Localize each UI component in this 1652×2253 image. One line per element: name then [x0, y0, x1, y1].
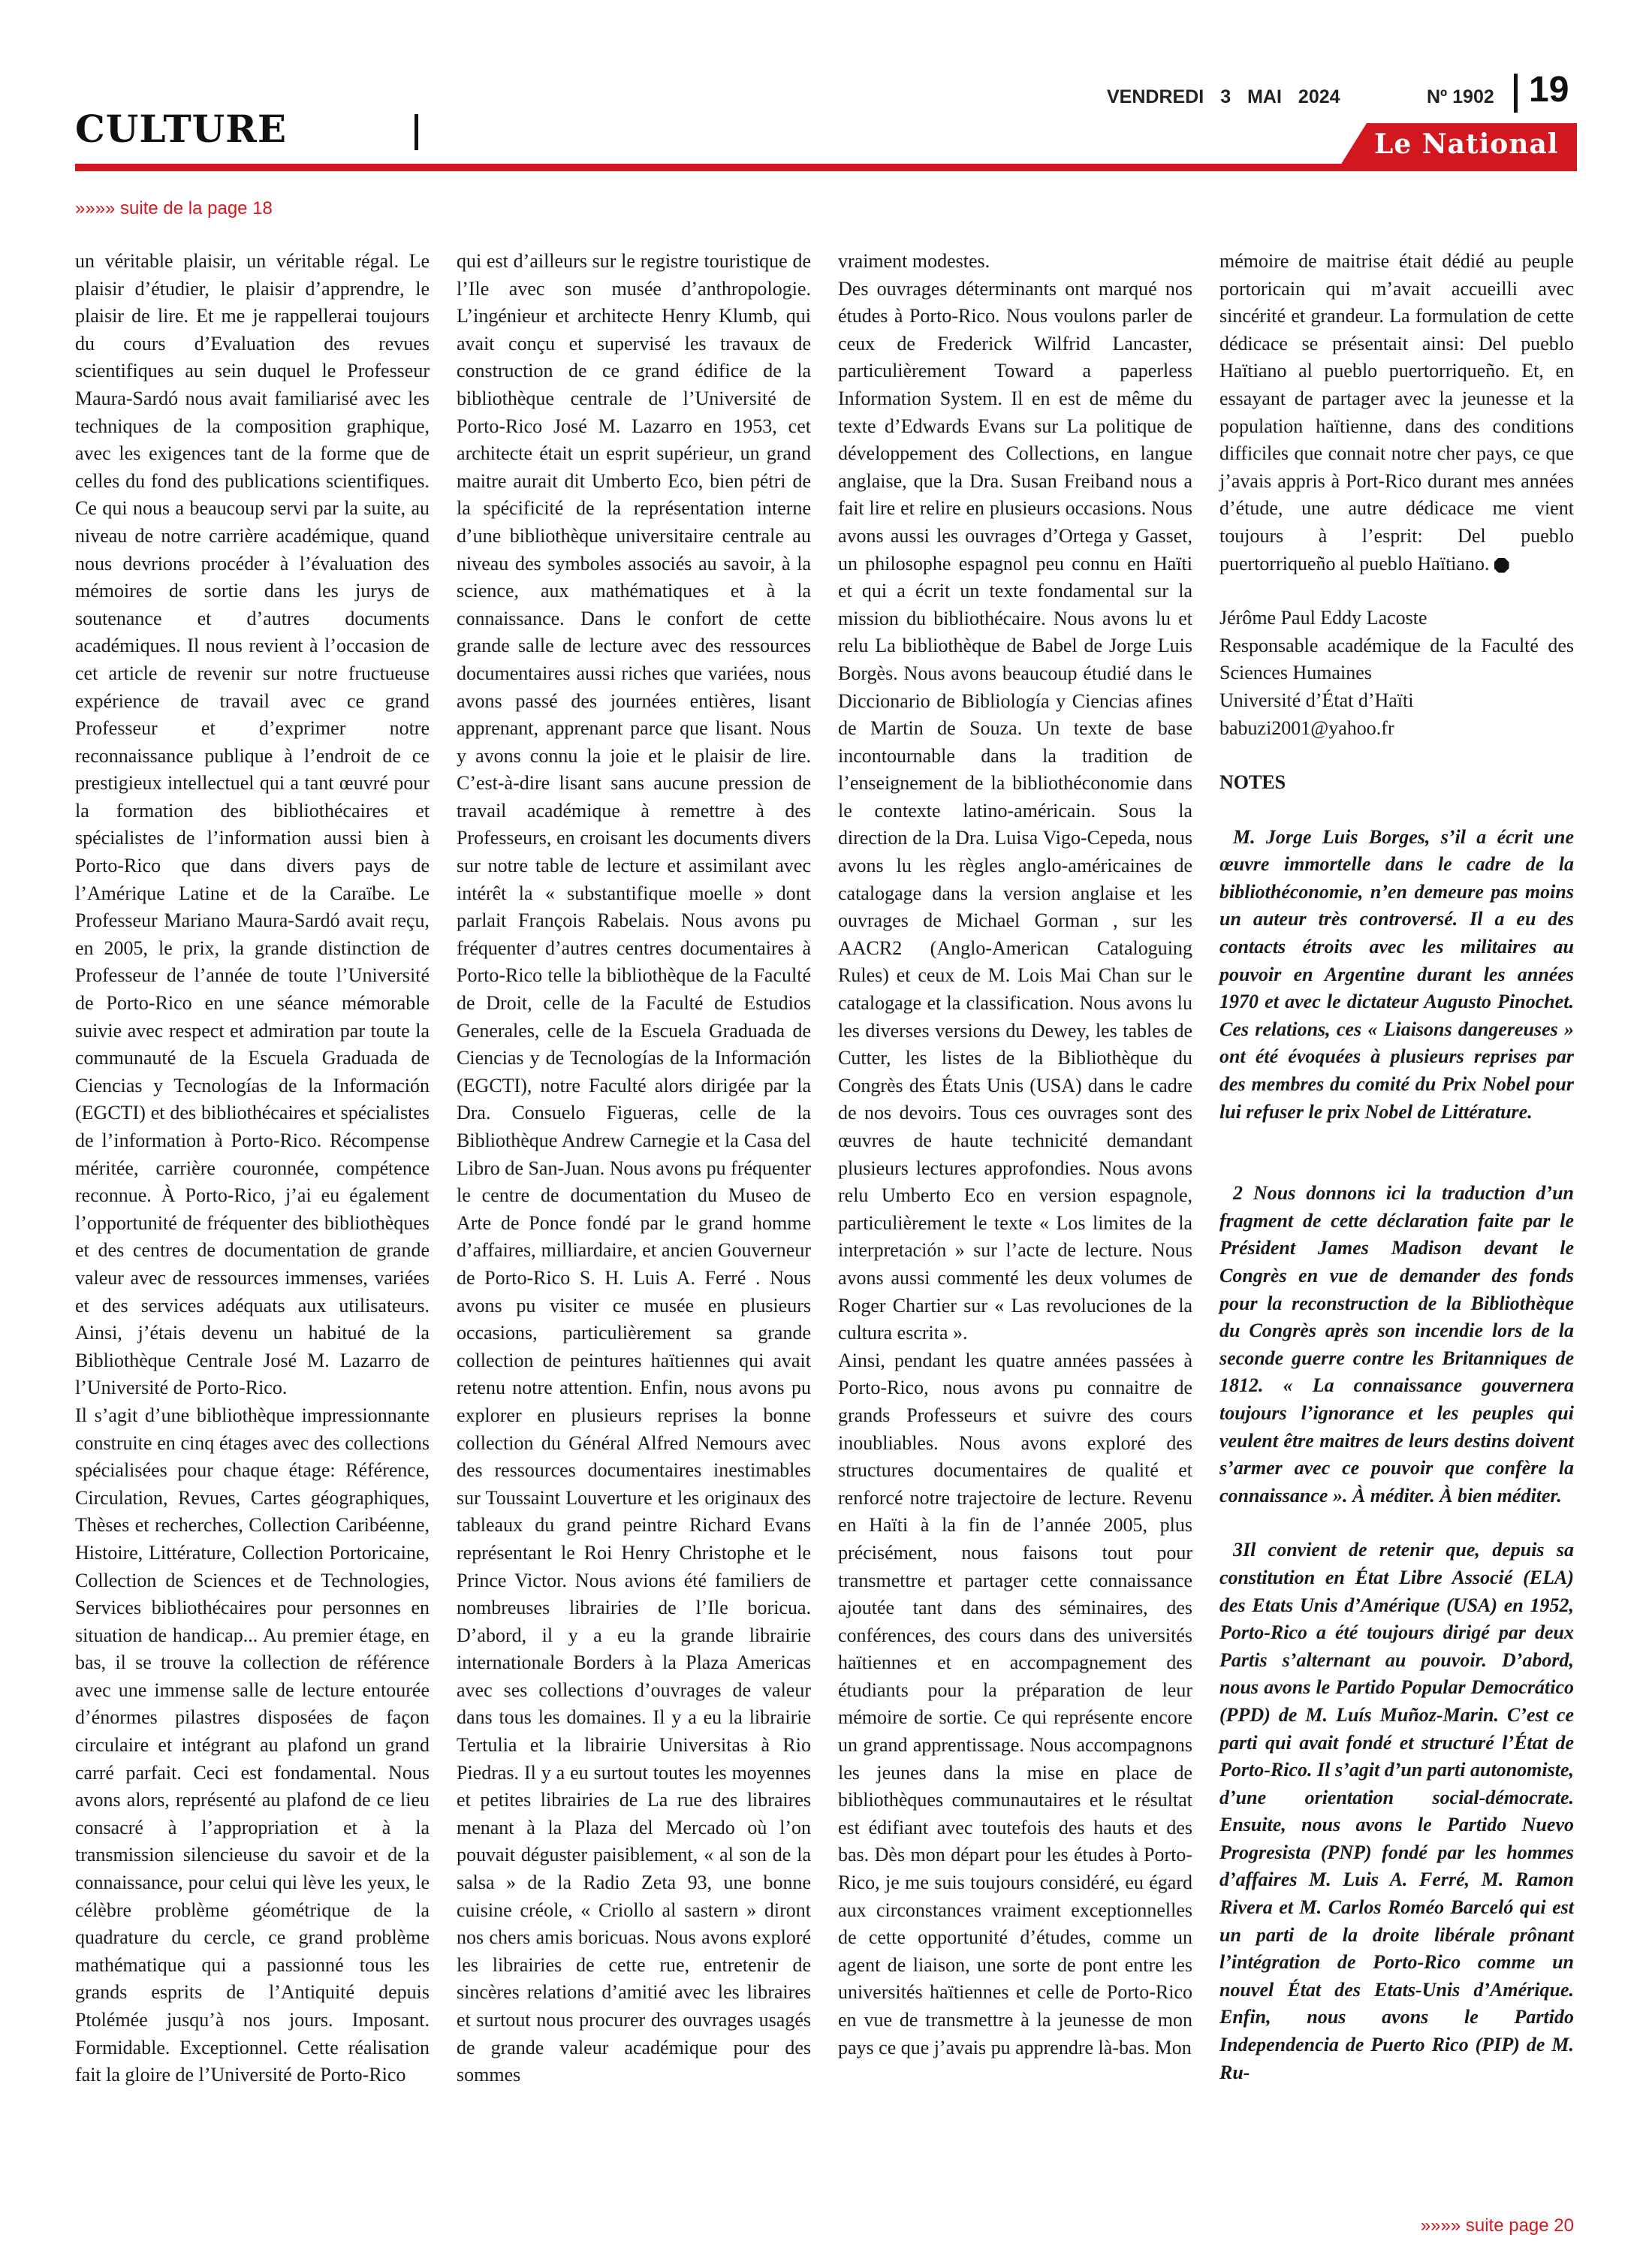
- end-of-article-icon: [1494, 558, 1509, 573]
- issue-month: MAI: [1247, 86, 1282, 107]
- article-column-2: [457, 248, 811, 2089]
- article-column-1: [75, 248, 430, 2089]
- page-number: 19: [1529, 70, 1569, 110]
- article-column-3: [838, 248, 1192, 2061]
- issue-date: [1107, 86, 1357, 108]
- notes-heading: NOTES: [1219, 771, 1286, 794]
- paragraph: qui est d’ailleurs sur le registre touristique de l’Ile avec son musée d’anthropologie. L’ingénieur et architecte Henry Klumb, qui avait conçu et supervisé les travaux de construction de ce grand édifice de la bibliothèque centrale de l’Université de Porto-Rico José M. Lazarro en 1953, cet architecte était un esprit supérieur, un grand maitre aurait dit Umberto Eco, bien pétri de la spécificité de la représentation interne d’une bibliothèque universitaire centrale au niveau des symboles associés au savoir, à la science, aux mathématiques et à la connaissance. Dans le confort de cette grande salle de lecture avec des ressources documentaires aussi riches que variées, nous avons passé des journées entières, lisant apprenant, apprenant parce que lisant. Nous y avons connu la joie et le plaisir de lire. C’est-à-dire lisant sans aucune pression de travail académique à remettre à des Professeurs, en croisant les documents divers sur notre table de lecture et assimilant avec intérêt la « substantifique moelle » dont parlait François Rabelais. Nous avons pu fréquenter d’autres centres documentaires à Porto-Rico telle la bibliothèque de la Faculté de Droit, celle de la Faculté de Estudios Generales, celle de la Escuela Graduada de Ciencias y de Tecnologías de la Información (EGCTI), notre Faculté alors dirigée par la Dra. Consuelo Figueras, celle de la Bibliothèque Andrew Carnegie et la Casa del Libro de San-Juan. Nous avons pu fréquenter le centre de documentation du Museo de Arte de Ponce fondé par le grand homme d’affaires, milliardaire, et ancien Gouverneur de Porto-Rico S. H. Luis A. Ferré . Nous avons pu visiter ce musée en plusieurs occasions, particulièrement sa grande collection de peintures haïtiennes qui avait retenu notre attention. Enfin, nous avons pu explorer en plusieurs reprises la bonne collection du Général Alfred Nemours avec des ressources documentaires inestimables sur Toussaint Louverture et les originaux des tableaux du grand peintre Richard Evans représentant le Roi Henry Christophe et le Prince Victor. Nous avions été familiers de nombreuses librairies de l’Ile boricua. D’abord, il y a eu la grande librairie internationale Borders à la Plaza Americas avec ses collections d’ouvrages de valeur dans tous les domaines. Il y a eu la librairie Tertulia et la librairie Universitas à Rio Piedras. Il y a eu surtout toutes les moyennes et petites librairies de La rue des libraires menant à la Plaza del Mercado où l’on pouvait déguster paisiblement, « al son de la salsa » de la Radio Zeta 93, une bonne cuisine créole, « Criollo al sastern » diront nos chers amis boricuas. Nous avons exploré les librairies de cette rue, entretenir de sincères relations d’amitié avec les libraires et surtout nous procurer des ouvrages usagés de grande valeur académique pour des sommes: [457, 250, 811, 2086]
- continued-to-link[interactable]: »»»» suite page 20: [1420, 2215, 1574, 2236]
- paragraph: [1219, 248, 1574, 578]
- continued-from-link[interactable]: »»»» suite de la page 18: [75, 198, 273, 219]
- author-email[interactable]: babuzi2001@yahoo.fr: [1219, 716, 1394, 739]
- paragraph: Des ouvrages déterminants ont marqué nos études à Porto-Rico. Nous voulons parler de ceux de Frederick Wilfrid Lancaster, particulièrement Toward a paperless Information System. Il en est de même du texte d’Edwards Evans sur La politique de développement des Collections, en langue anglaise, que la Dra. Susan Freiband nous a fait lire et relire en plusieurs occasions. Nous avons aussi les ouvrages d’Ortega y Gasset, un philosophe espagnol peu connu en Haïti et qui a écrit un texte fondamental sur la mission du bibliothécaire. Nous avons lu et relu La bibliothèque de Babel de Jorge Luis Borgès. Nous avons beaucoup étudié dans le Diccionario de Bibliología y Ciencias afines de Martin de Souza. Un texte de base incontournable dans la tradition de l’enseignement de la bibliothéconomie dans le contexte latino-américain. Sous la direction de la Dra. Luisa Vigo-Cepeda, nous avons lu les règles anglo-américaines de catalogage dans la version anglaise et les ouvrages de Michael Gorman , sur les AACR2 (Anglo-American Cataloguing Rules) et ceux de M. Lois Mai Chan sur le catalogage et la classification. Nous avons lu les diverses versions du Dewey, les tables de Cutter, les listes de la Bibliothèque du Congrès des États Unis (USA) dans le cadre de nos devoirs. Tous ces ouvrages sont des œuvres de haute technicité demandant plusieurs lectures approfondies. Nous avons relu Umberto Eco en version espagnole, particulièrement le texte « Los limites de la interpretación » sur l’acte de lecture. Nous avons aussi commenté les deux volumes de Roger Chartier sur « Las revoluciones de la cultura escrita ».: [838, 277, 1192, 1344]
- closing-paragraph: mémoire de maitrise était dédié au peuple portoricain qui m’avait accueilli avec sincérité et grandeur. La formulation de cette dédicace se présentait ainsi: Del pueblo Haïtiano al pueblo puertorriqueño. Et, en essayant de partager avec la jeunesse et la population haïtienne, dans des conditions difficiles que connait notre cher pays, ce que j’avais appris à Port-Rico durant mes années d’étude, une autre dédicace me vient toujours à l’esprit: Del pueblo puertorriqueño al pueblo Haïtiano.: [1219, 250, 1574, 575]
- paragraph: vraiment modestes.: [838, 250, 990, 272]
- note-item: 3Il convient de retenir que, depuis sa constitution en État Libre Associé (ELA) des Etats Unis d’Amérique (USA) en 1952, Porto-Rico a été toujours dirigé par deux Partis s’alternant au pouvoir. D’abord, nous avons le Partido Popular Democrático (PPD) de M. Luís Muñoz-Marin. C’est ce parti qui avait fondé et structuré l’État de Porto-Rico. Il s’agit d’un parti autonomiste, d’une orientation social-démocrate. Ensuite, nous avons le Partido Nuevo Progresista (PNP) fondé par les hommes d’affaires M. Luis A. Ferré, M. Ramon Rivera et M. Carlos Roméo Barceló qui est un parti de la droite libérale prônant l’intégration de Porto-Rico comme un nouvel État des Etats-Unis d’Amérique. Enfin, nous avons le Partido Independencia de Puerto Rico (PIP) de M. Ru-: [1219, 1539, 1574, 2083]
- page-divider: [1514, 74, 1518, 113]
- paragraph: Ainsi, pendant les quatre années passées à Porto-Rico, nous avons pu connaitre de grands Professeurs et suivre des cours inoubliables. Nous avons exploré des structures documentaires de qualité et renforcé notre trajectoire de lecture. Revenu en Haïti à la fin de l’année 2005, plus précisément, nous faisons tout pour transmettre et partager cette connaissance ajoutée tant dans des séminaires, des conférences, des cours dans des universités haïtiennes et en accompagnement des étudiants pour la préparation de leur mémoire de sortie. Ce qui représente encore un grand apprentissage. Nous accompagnons les jeunes dans la mise en place de bibliothèques communautaires et le résultat est édifiant avec toutefois des hauts et des bas. Dès mon départ pour les études à Porto-Rico, je me suis toujours considéré, eu égard aux circonstances vraiment exceptionnelles de cette opportunité d’études, comme un agent de liaison, une sorte de pont entre les universités haïtiennes et celle de Porto-Rico en vue de transmettre à la jeunesse de mon pays ce que j’avais pu apprendre là-bas. Mon: [838, 1349, 1192, 2058]
- author-institution: Université d’État d’Haïti: [1219, 689, 1414, 711]
- author-role: Responsable académique de la Faculté des Sciences Humaines: [1219, 634, 1574, 684]
- article-column-4: [1219, 248, 1574, 2086]
- issue-year: 2024: [1298, 86, 1340, 107]
- note-item: M. Jorge Luis Borges, s’il a écrit une œuvre immortelle dans le cadre de la bibliothéconomie, n’en demeure pas moins un auteur très controversé. Il a eu des contacts étroits avec les militaires au pouvoir en Argentine durant les années 1970 et avec le dictateur Augusto Pinochet. Ces relations, ces « Liaisons dangereuses » ont été évoquées à plusieurs reprises par des membres du comité du Prix Nobel pour lui refuser le prix Nobel de Littérature.: [1219, 825, 1574, 1123]
- paragraph: un véritable plaisir, un véritable régal. Le plaisir d’étudier, le plaisir d’apprendre, le plaisir de lire. Et me je rappellerai toujours du cours d’Evaluation des revues scientifiques au sein duquel le Professeur Maura-Sardó nous avait familiarisé avec les techniques de la composition graphique, avec les exigences tant de la forme que de celles du fond des publications scientifiques. Ce qui nous a beaucoup servi par la suite, au niveau de notre carrière académique, quand nous devrions procéder à l’évaluation des mémoires de sortie dans les jurys de soutenance et d’autres documents académiques. Il nous revient à l’occasion de cet article de revenir sur notre fructueuse expérience de travail avec ce grand Professeur et d’exprimer notre reconnaissance publique à l’endroit de ce prestigieux intellectuel qui a tant œuvré pour la formation des bibliothécaires et spécialistes de l’information aussi bien à Porto-Rico que dans divers pays de l’Amérique Latine et de la Caraïbe. Le Professeur Mariano Maura-Sardó avait reçu, en 2005, le prix, la grande distinction de Professeur de l’année de toute l’Université de Porto-Rico en une séance mémorable suivie avec respect et admiration par toute la communauté de la Escuela Graduada de Ciencias y Tecnologías de la Información (EGCTI) et des bibliothécaires et spécialistes de l’information à Porto-Rico. Récompense méritée, carrière couronnée, compétence reconnue. À Porto-Rico, j’ai eu également l’opportunité de fréquenter des bibliothèques et des centres de documentation de grande valeur avec de ressources immenses, variées et des services adéquats aux utilisateurs. Ainsi, j’étais devenu un habitué de la Bibliothèque Centrale José M. Lazarro de l’Université de Porto-Rico.: [75, 250, 430, 1399]
- author-name: Jérôme Paul Eddy Lacoste: [1219, 607, 1427, 629]
- section-label: CULTURE: [75, 107, 287, 151]
- issue-day: VENDREDI: [1107, 86, 1204, 107]
- issue-number: Nº 1902: [1427, 86, 1494, 107]
- issue-date-num: 3: [1220, 86, 1231, 107]
- paragraph: Il s’agit d’une bibliothèque impressionnante construite en cinq étages avec des collections spécialisées pour chaque étage: Référence, Circulation, Revues, Cartes géographiques, Thèses et recherches, Collection Caribéenne, Histoire, Littérature, Collection Portoricaine, Collection de Sciences et de Technologies, Services bibliothécaires pour personnes en situation de handicap... Au premier étage, en bas, il se trouve la collection de référence avec une immense salle de lecture entourée d’énormes pilastres disposées de façon circulaire et intégrant au plafond un grand carré parfait. Ceci est fondamental. Nous avons alors, représenté au plafond de ce lieu consacré à l’appropriation et à la transmission silencieuse du savoir et de la connaissance, pour celui qui lève les yeux, le célèbre problème géométrique de la quadrature du cercle, ce grand problème mathématique qui a passionné tous les grands esprits de l’Antiquité depuis Ptolémée jusqu’à nos jours. Imposant. Formidable. Exceptionnel. Cette réalisation fait la gloire de l’Université de Porto-Rico: [75, 1404, 430, 2086]
- section-divider: [415, 114, 418, 150]
- note-item: 2 Nous donnons ici la traduction d’un fragment de cette déclaration faite par le Président James Madison devant le Congrès en vue de demander des fonds pour la reconstruction de la Bibliothèque du Congrès après son incendie lors de la seconde guerre contre les Britanniques de 1812. « La connaissance gouvernera toujours l’ignorance et les peuples qui veulent être maitres de leurs destins doivent s’armer avec ce pouvoir que confère la connaissance ». À méditer. À bien méditer.: [1219, 1182, 1574, 1507]
- brand-name: Le National: [1374, 128, 1559, 160]
